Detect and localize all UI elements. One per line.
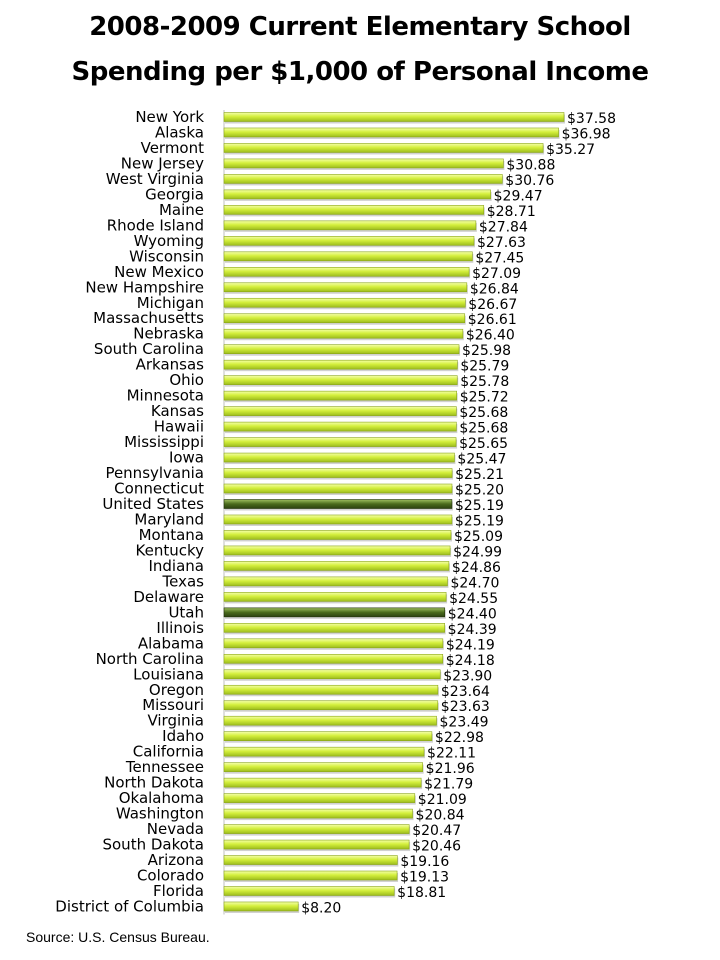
category-label: Delaware	[133, 587, 204, 606]
bar-okalahoma	[224, 794, 415, 803]
value-label: $21.09	[417, 792, 467, 809]
value-label: $27.84	[478, 219, 528, 236]
value-label: $29.47	[493, 188, 543, 205]
bar-new-york	[224, 113, 564, 122]
category-label: Oregon	[148, 680, 204, 699]
bar-new-hampshire	[224, 283, 467, 292]
bar-maryland	[224, 515, 452, 524]
bar-new-jersey	[224, 159, 503, 168]
bar-montana	[224, 530, 451, 539]
value-label: $23.63	[440, 699, 490, 716]
value-label: $27.09	[472, 265, 522, 282]
value-label: $37.58	[567, 111, 616, 127]
bar-texas	[224, 577, 447, 586]
bar-west-virginia	[224, 174, 502, 183]
value-label: $26.61	[467, 312, 517, 329]
category-label: New York	[135, 108, 204, 126]
value-label: $26.40	[465, 327, 515, 344]
category-label: Nevada	[146, 820, 204, 839]
value-label: $25.19	[454, 513, 504, 530]
value-label: $20.46	[412, 838, 462, 855]
bar-washington	[224, 809, 413, 818]
bar-louisiana	[224, 670, 440, 679]
category-label: Virginia	[147, 711, 204, 730]
value-label: $25.98	[462, 343, 512, 360]
category-label: West Virginia	[105, 169, 204, 188]
category-label: District of Columbia	[55, 897, 204, 916]
bar-nebraska	[224, 329, 463, 338]
bar-idaho	[224, 732, 432, 741]
category-label: Minnesota	[126, 386, 204, 405]
category-label: Colorado	[136, 866, 204, 885]
bar-delaware	[224, 592, 446, 601]
value-label: $21.96	[425, 761, 475, 778]
category-label: Wyoming	[133, 231, 204, 250]
bar-georgia	[224, 190, 491, 199]
bar-south-dakota	[224, 840, 409, 849]
value-label: $27.45	[475, 250, 525, 267]
value-label: $8.20	[301, 900, 342, 917]
category-label: Ohio	[169, 371, 204, 390]
category-label: Mississippi	[124, 433, 204, 452]
category-label: Michigan	[136, 293, 204, 312]
value-label: $24.86	[451, 559, 501, 576]
category-label: Washington	[115, 804, 204, 823]
value-label: $22.11	[427, 745, 477, 762]
bar-south-carolina	[224, 345, 459, 354]
value-label: $24.18	[445, 652, 495, 669]
bar-indiana	[224, 561, 449, 570]
category-label: Texas	[162, 572, 204, 591]
bar-massachusetts	[224, 314, 465, 323]
chart-title-line1: 2008-2009 Current Elementary School	[89, 12, 631, 42]
bar-wisconsin	[224, 252, 472, 261]
chart-title-line2: Spending per $1,000 of Personal Income	[71, 57, 649, 87]
bar-ohio	[224, 376, 457, 385]
value-label: $25.19	[454, 498, 504, 514]
category-label: New Jersey	[120, 154, 204, 173]
category-label: California	[132, 742, 204, 761]
bar-oregon	[224, 685, 438, 694]
category-label: Idaho	[162, 727, 204, 746]
source-note: Source: U.S. Census Bureau.	[26, 929, 210, 945]
value-label: $21.79	[424, 776, 474, 793]
bar-connecticut	[224, 484, 452, 493]
bar-minnesota	[224, 391, 457, 400]
bar-california	[224, 747, 424, 756]
category-label: Pennsylvania	[105, 464, 204, 483]
value-label: $30.88	[506, 157, 556, 174]
value-label: $25.72	[459, 389, 509, 406]
category-label: Utah	[168, 603, 204, 622]
bar-new-mexico	[224, 267, 469, 276]
value-label: $24.39	[447, 621, 497, 638]
value-label: $25.68	[459, 405, 509, 422]
value-label: $24.99	[453, 544, 503, 561]
value-label: $25.79	[460, 358, 510, 375]
bar-rhode-island	[224, 221, 476, 230]
value-label: $25.20	[454, 482, 504, 499]
value-label: $24.70	[450, 575, 500, 592]
category-label: Nebraska	[133, 324, 204, 343]
category-label: Illinois	[156, 618, 204, 637]
bar-north-carolina	[224, 654, 443, 663]
bar-alabama	[224, 639, 443, 648]
category-label: Massachusetts	[93, 309, 204, 328]
bar-district-of-columbia	[224, 902, 298, 911]
bar-missouri	[224, 701, 438, 710]
category-label: Arkansas	[135, 355, 204, 374]
value-label: $18.81	[397, 885, 447, 901]
value-label: $25.09	[453, 528, 503, 545]
bar-pennsylvania	[224, 469, 452, 478]
category-label: Maryland	[134, 510, 204, 529]
value-label: $26.84	[469, 281, 519, 298]
category-label: Indiana	[148, 556, 204, 575]
bar-maine	[224, 205, 484, 214]
category-label: Rhode Island	[106, 216, 204, 235]
bar-north-dakota	[224, 778, 421, 787]
value-label: $28.71	[486, 203, 536, 220]
category-label: Alaska	[154, 123, 204, 142]
bar-colorado	[224, 871, 397, 880]
bar-arkansas	[224, 360, 457, 369]
category-label: Kentucky	[135, 541, 204, 560]
category-label: Wisconsin	[129, 247, 204, 266]
value-label: $25.47	[457, 451, 507, 468]
category-label: Connecticut	[114, 479, 204, 498]
category-label: Okalahoma	[118, 789, 204, 808]
category-label: North Dakota	[104, 773, 204, 792]
bar-iowa	[224, 453, 454, 462]
category-label: Missouri	[142, 696, 204, 715]
value-label: $24.19	[445, 637, 495, 654]
bar-vermont	[224, 143, 543, 152]
category-label: New Hampshire	[85, 278, 204, 297]
category-label: North Carolina	[95, 649, 204, 668]
bar-hawaii	[224, 422, 456, 431]
category-label: Hawaii	[153, 417, 204, 436]
category-label: Kansas	[150, 402, 204, 421]
value-label: $19.16	[400, 854, 450, 871]
value-label: $25.65	[459, 436, 509, 453]
value-label: $24.55	[449, 590, 499, 607]
value-label: $20.47	[412, 823, 462, 840]
bar-kentucky	[224, 546, 450, 555]
category-label: Florida	[152, 882, 204, 900]
value-label: $23.49	[439, 714, 489, 731]
value-label: $35.27	[546, 141, 596, 158]
category-label: Arizona	[147, 851, 204, 870]
category-label: New Mexico	[114, 262, 204, 281]
value-label: $30.76	[505, 172, 555, 189]
value-label: $25.21	[455, 467, 505, 484]
bar-illinois	[224, 623, 445, 632]
bar-wyoming	[224, 236, 474, 245]
value-label: $22.98	[434, 730, 484, 747]
category-label: Alabama	[137, 634, 204, 653]
category-label: Louisiana	[133, 665, 204, 684]
bar-united-states	[224, 500, 452, 509]
category-label: Montana	[138, 525, 204, 544]
bar-mississippi	[224, 438, 456, 447]
category-label: Maine	[158, 200, 204, 219]
bar-arizona	[224, 856, 397, 865]
category-label: Iowa	[168, 448, 204, 467]
bar-tennessee	[224, 763, 423, 772]
category-label: South Dakota	[102, 835, 204, 854]
value-label: $25.78	[460, 374, 510, 391]
value-label: $26.67	[468, 296, 518, 313]
value-label: $24.40	[447, 606, 497, 623]
bar-virginia	[224, 716, 437, 725]
bar-nevada	[224, 825, 409, 834]
bar-utah	[224, 608, 445, 617]
value-label: $27.63	[476, 234, 526, 251]
value-label: $20.84	[415, 807, 465, 824]
category-label: United States	[102, 495, 204, 513]
value-label: $23.90	[443, 668, 493, 685]
bar-michigan	[224, 298, 465, 307]
bar-alaska	[224, 128, 559, 137]
category-label: Georgia	[145, 185, 204, 204]
bar-florida	[224, 887, 394, 896]
value-label: $25.68	[459, 420, 509, 437]
value-label: $36.98	[561, 126, 611, 143]
category-label: Vermont	[140, 138, 204, 157]
value-label: $23.64	[440, 683, 490, 700]
bar-kansas	[224, 407, 456, 416]
value-label: $19.13	[400, 869, 450, 886]
category-label: South Carolina	[93, 340, 204, 359]
category-label: Tennessee	[125, 758, 204, 777]
